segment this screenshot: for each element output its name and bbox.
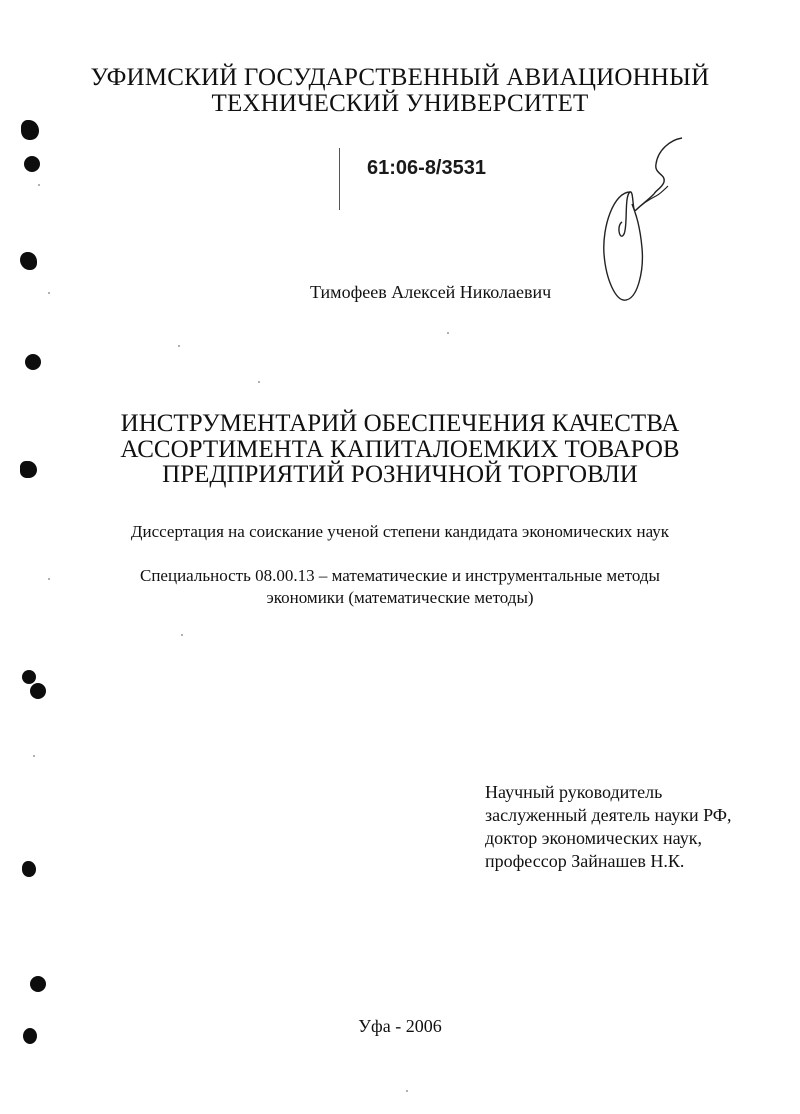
punch-hole-9 — [30, 976, 46, 992]
degree-line: Диссертация на соискание ученой степени кандидата экономических наук — [130, 522, 670, 541]
punch-hole-8 — [22, 861, 36, 877]
stamp-bar — [339, 148, 340, 210]
supervisor-label: Научный руководитель — [485, 782, 663, 802]
punch-hole-1 — [21, 120, 39, 140]
university-name-line2: ТЕХНИЧЕСКИЙ УНИВЕРСИТЕТ — [211, 90, 589, 117]
scan-speck — [48, 292, 50, 294]
title-line1: ИНСТРУМЕНТАРИЙ ОБЕСПЕЧЕНИЯ КАЧЕСТВА — [120, 410, 680, 437]
title-line3: ПРЕДПРИЯТИЙ РОЗНИЧНОЙ ТОРГОВЛИ — [162, 461, 638, 488]
scan-speck — [38, 184, 40, 186]
specialty-line2: экономики (математические методы) — [266, 588, 534, 607]
scan-speck — [406, 1090, 408, 1092]
punch-hole-3 — [20, 252, 37, 270]
punch-hole-4 — [25, 354, 41, 370]
scan-speck — [178, 345, 180, 347]
punch-hole-7 — [30, 683, 46, 699]
punch-hole-6 — [22, 670, 36, 684]
author-name: Тимофеев Алексей Николаевич — [310, 282, 552, 302]
university-name-line1: УФИМСКИЙ ГОСУДАРСТВЕННЫЙ АВИАЦИОННЫЙ — [90, 64, 710, 91]
supervisor-degree: доктор экономических наук, — [485, 828, 702, 848]
library-stamp-code: 61:06-8/3531 — [367, 157, 486, 179]
handwritten-signature — [596, 130, 686, 305]
specialty-line1: Специальность 08.00.13 – математические и инструментальные методы — [140, 566, 660, 585]
scan-speck — [33, 755, 35, 757]
punch-hole-2 — [24, 156, 40, 172]
scan-speck — [181, 634, 183, 636]
city-year: Уфа - 2006 — [358, 1016, 442, 1036]
title-line2: АССОРТИМЕНТА КАПИТАЛОЕМКИХ ТОВАРОВ — [120, 436, 680, 463]
supervisor-name: профессор Зайнашев Н.К. — [485, 851, 685, 871]
supervisor-honor: заслуженный деятель науки РФ, — [485, 805, 732, 825]
scan-speck — [447, 332, 449, 334]
scan-speck — [258, 381, 260, 383]
